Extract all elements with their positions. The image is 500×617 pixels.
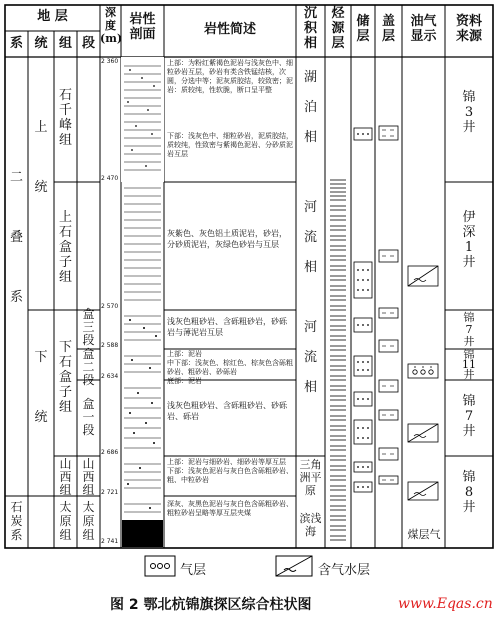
description-he2: 上部：泥岩 中下部：浅灰色、棕红色、棕灰色含砾粗砂岩、粗砂岩、砂砾岩 底部：泥岩 [167,350,293,385]
coal-bed-gas-label: 煤层气 [407,528,441,541]
group-shiqianfeng: 石 千 峰 组 [58,88,72,148]
facies-fluvial-lower: 河 流 相 [303,320,317,395]
header-lithology-section: 岩性 剖面 [129,12,156,42]
depth-label: 2 686 [101,449,119,456]
data-source-jin11: 锦 11 井 [462,348,476,381]
description-upper-shihezi: 灰紫色、灰色铝土质泥岩，砂岩，分砂质泥岩，灰绿色砂岩与互层 [167,229,287,249]
facies-littoral-neritic: 滨浅 海 [299,512,322,538]
header-oil-gas-show: 油气 显示 [410,14,437,44]
group-upper-shihezi: 上 石 盒 子 组 [58,210,72,285]
series-lower: 下 统 [34,350,48,425]
depth-label: 2 721 [101,489,119,496]
header-member: 段 [81,36,95,51]
depth-label: 2 570 [101,303,119,310]
header-reservoir: 储 层 [356,14,370,44]
depth-label: 2 470 [101,175,119,182]
system-permian: 二 叠 系 [9,170,23,305]
description-shanxi: 上部：泥岩与细砂岩、细砂岩等厚互层 下部：浅灰色泥岩与灰白色含砾粗砂岩、粗、中粒砂岩 [167,458,293,484]
gas-water-layer-icon-3 [408,482,438,500]
legend-gas-water-layer-label: 含气水层 [318,563,371,578]
member-taiyuan: 太 原 组 [82,500,95,542]
header-series: 统 [34,36,48,51]
header-lithology-description: 岩性简述 [203,22,256,37]
figure-caption: 图 2 鄂北杭锦旗探区综合柱状图 [110,597,312,613]
description-shiqianfeng-lower: 下部：浅灰色中、细粒砂岩，泥质胶结，质较纯，性致密与紫褐色泥岩、分砂质泥岩互层 [167,132,293,158]
lithology-section [121,57,164,547]
header-depth: 深 度 (m) [100,6,123,45]
depth-label: 2 588 [101,342,119,349]
facies-lacustrine: 湖 泊 相 [303,70,317,145]
header-stratum: 地 层 [37,9,68,24]
group-taiyuan: 太 原 组 [59,500,72,542]
system-carboniferous: 石 炭 系 [10,500,23,542]
legend-gas-layer-icon [145,556,175,576]
facies-fluvial-upper: 河 流 相 [303,200,317,275]
data-source-jin7-a: 锦 7 井 [463,311,475,348]
header-source-rock: 烃 源 层 [331,6,345,51]
depth-label: 2 360 [101,58,119,65]
data-source-jin3: 锦 3 井 [462,90,476,135]
header-data-source: 资料 来源 [455,14,482,44]
header-sedimentary-facies: 沉 积 相 [303,6,317,51]
data-source-yishen1: 伊 深 1 井 [462,210,476,270]
gas-water-layer-icon-2 [408,424,438,442]
cap-rock-column [379,126,398,484]
legend-gas-layer-label: 气层 [180,563,207,578]
legend-gas-water-layer-icon [276,556,312,576]
header-cap-rock: 盖 层 [381,14,395,44]
description-shiqianfeng-upper: 上部：为粉红紫褐色泥岩与浅灰色中、细粒砂岩互层，砂岩有类含铁锰结核，次圆，分选中等；泥灰质胶结，较致密；泥岩：质较纯，性软脆，断口呈平整 [167,59,293,94]
description-he1: 浅灰色粗砂岩、含砾粗砂岩、砂砾岩、砾岩 [167,401,287,421]
header-system: 系 [9,36,23,51]
gas-water-layer-icon [408,266,438,286]
description-taiyuan: 深灰、灰黑色泥岩与灰白色含砾粗砂岩、粗粒砂岩呈略等厚互层夹煤 [167,500,293,517]
source-rock-column [330,180,346,540]
member-he2: 盒 二 段 [82,347,95,387]
data-source-jin8: 锦 8 井 [462,470,476,515]
header-group: 组 [58,36,72,51]
member-he1: 盒 一 段 [82,397,95,437]
data-source-jin7-b: 锦 7 井 [462,394,476,439]
member-shanxi: 山 西 组 [82,457,95,497]
facies-delta-plain: 三角 洲平 原 [299,458,322,497]
series-upper: 上 统 [34,120,48,195]
description-he3: 浅灰色粗砂岩、含砾粗砂岩，砂砾岩与薄泥岩互层 [167,317,287,337]
member-he3: 盒 三 段 [82,307,95,347]
group-lower-shihezi: 下 石 盒 子 组 [58,340,72,415]
group-shanxi: 山 西 组 [59,457,72,497]
watermark: www.Eqas.cn [398,596,493,612]
depth-label: 2 634 [101,373,119,380]
gas-layer-icon [408,364,438,378]
depth-label: 2 741 [101,538,119,545]
